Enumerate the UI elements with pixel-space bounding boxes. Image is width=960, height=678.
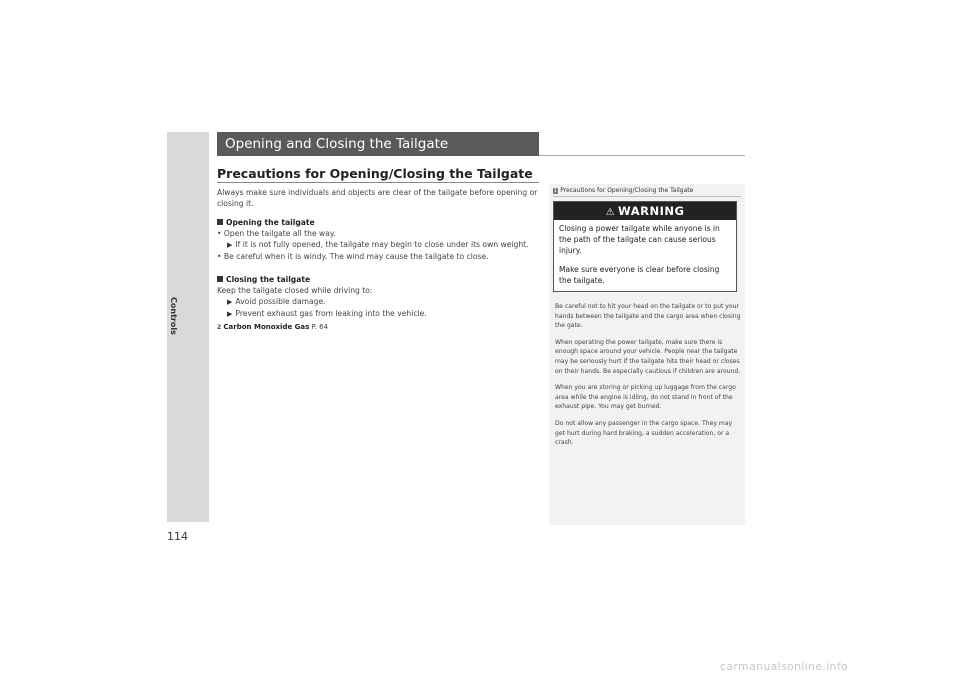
intro-text: Always make sure individuals and objects are clear of the tailgate before opening or closing it. xyxy=(217,188,538,208)
sidebar-header-divider xyxy=(553,196,741,197)
cross-reference-title[interactable]: Carbon Monoxide Gas xyxy=(223,323,310,331)
main-content xyxy=(217,187,539,333)
right-arrow-icon: ▶ xyxy=(227,241,233,249)
warning-triangle-icon: ⚠ xyxy=(605,207,616,218)
sidebar-notes xyxy=(555,302,741,455)
closing-sub-1-text: Avoid possible damage. xyxy=(235,297,326,306)
chapter-label: Controls xyxy=(169,297,178,335)
closing-heading-label: Closing the tailgate xyxy=(226,275,311,284)
page-title: Precautions for Opening/Closing the Tailgate xyxy=(217,166,533,181)
sidebar-note-1: Be careful not to hit your head on the tailgate or to put your hands between the tailgate and the cargo area when closing the gate. xyxy=(555,303,741,330)
closing-lead: Keep the tailgate closed while driving to: xyxy=(217,286,373,295)
watermark: carmanualsonline.info xyxy=(720,660,849,673)
sidebar-note-2: When operating the power tailgate, make sure there is enough space around your vehicle. People near the tailgate may be seriously hurt if the tailgate hits their head or closes on their hands. Be especially cautious if children are around. xyxy=(555,338,741,375)
opening-bullet-1-sub-text: If it is not fully opened, the tailgate may begin to close under its own weight. xyxy=(235,240,529,249)
opening-bullet-2-text: Be careful when it is windy. The wind may cause the tailgate to close. xyxy=(223,252,489,261)
opening-bullet-1-sub xyxy=(217,239,539,251)
title-divider xyxy=(217,182,539,183)
section-divider xyxy=(539,155,745,156)
warning-paragraph-1: Closing a power tailgate while anyone is in the path of the tailgate can cause serious injury. xyxy=(559,224,720,255)
opening-heading-label: Opening the tailgate xyxy=(226,218,315,227)
opening-heading xyxy=(217,217,539,228)
warning-text xyxy=(554,220,736,286)
warning-box xyxy=(553,201,737,292)
cross-reference-link[interactable] xyxy=(217,322,539,333)
closing-sub-2-text: Prevent exhaust gas from leaking into the vehicle. xyxy=(235,309,427,318)
right-arrow-icon: ▶ xyxy=(227,310,233,318)
sidebar-header xyxy=(553,187,693,194)
warning-label: WARNING xyxy=(618,204,685,218)
opening-bullet-2: • Be careful when it is windy. The wind may cause the tailgate to close. xyxy=(217,252,489,261)
square-marker-icon xyxy=(217,219,223,225)
warning-paragraph-2: Make sure everyone is clear before closing the tailgate. xyxy=(559,265,720,285)
page-number: 114 xyxy=(167,530,188,543)
right-arrow-icon: ▶ xyxy=(227,298,233,306)
sidebar-header-text: Precautions for Opening/Closing the Tailgate xyxy=(560,187,694,194)
warning-band xyxy=(554,202,736,220)
sidebar-note-4: Do not allow any passenger in the cargo space. They may get hurt during hard braking, a sudden acceleration, or a crash. xyxy=(555,419,733,447)
sidebar-header-number: 1 xyxy=(554,188,558,194)
cross-reference-page[interactable]: P. 64 xyxy=(311,323,329,331)
opening-bullet-1-text: Open the tailgate all the way. xyxy=(223,229,336,238)
closing-sub-1 xyxy=(217,296,539,308)
closing-sub-2 xyxy=(217,308,539,320)
closing-heading xyxy=(217,274,539,285)
square-marker-icon xyxy=(217,276,223,282)
sidebar-note-3: When you are storing or picking up luggage from the cargo area while the engine is idling, do not stand in front of the exhaust pipe. You may get burned. xyxy=(555,384,736,411)
opening-bullet-1: • Open the tailgate all the way. xyxy=(217,229,336,238)
cross-reference-icon: 2 xyxy=(217,324,222,331)
section-title: Opening and Closing the Tailgate xyxy=(217,132,539,156)
